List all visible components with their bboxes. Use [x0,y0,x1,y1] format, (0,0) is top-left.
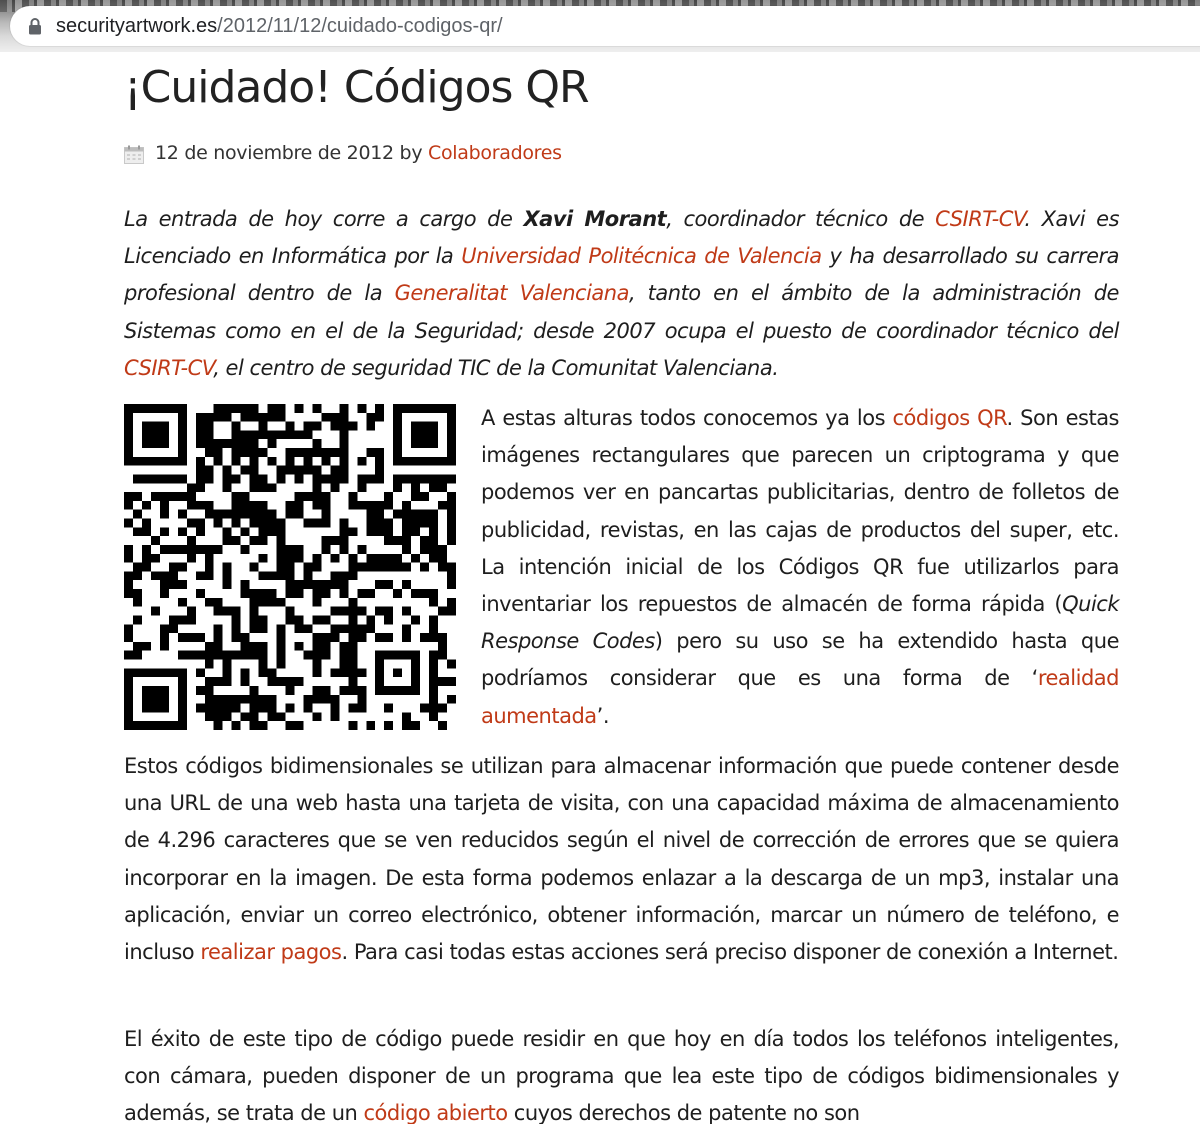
csirt-cv-link[interactable]: CSIRT-CV [935,207,1025,231]
para2-text-2: . Para casi todas estas acciones será preciso disponer de conexión a Internet. [341,940,1119,965]
author-name: Xavi Morant [523,207,667,231]
browser-toolbar [0,0,1200,52]
intro-text-3: . Xavi es Licenciado en Informática por la [124,207,1120,269]
para1-text-2: . Son estas imágenes rectangulares que parecen un criptograma y que podemos ver en pancartas publicitarias, dentro de folletos de publicidad, revistas, en las cajas de productos del super, etc. La intención inicial de los Códigos QR fue utilizarlos para inventariar los repuestos de almacén de forma rápida ( [481,406,1120,617]
intro-text-1: La entrada de hoy corre a cargo de [124,207,524,231]
capacity-paragraph [124,748,1119,971]
lock-icon[interactable] [28,17,42,35]
url-text[interactable] [56,15,503,38]
qr-codes-link[interactable]: códigos QR [892,406,1007,430]
upv-link[interactable]: Universidad Politécnica de Valencia [461,244,822,269]
para1-text-1: A estas alturas todos conocemos ya los [481,406,893,430]
intro-text-4: y ha desarrollado su carrera profesional dentro de la [124,244,1120,306]
payments-link[interactable]: realizar pagos [200,940,342,965]
para2-text-1: Estos códigos bidimensionales se utilizan para almacenar información que puede contener desde una URL de una web hasta una tarjeta de visita, con una capacidad máxima de almacenamiento de 4.296 caracteres que se ven reducidos según el nivel de corrección de errores que se quiera incorporar en la imagen. De esta forma podemos enlazar a la descarga de un mp3, instalar una aplicación, enviar un correo electrónico, obtener información, marcar un número de teléfono, e incluso [124,754,1119,965]
url-host: securityartwork.es [56,15,218,37]
para1-text-4: ’. [596,703,610,728]
augmented-reality-link[interactable]: realidad aumentada [481,666,1119,728]
url-path: /2012/11/12/cuidado-codigos-qr/ [217,15,503,37]
qr-code-image [124,404,456,730]
para1-text-3: ) pero su uso se ha extendido hasta que podríamos considerar que es una forma de ‘ [481,629,1119,691]
open-code-link[interactable]: código abierto [363,1101,508,1124]
para3-text-2: cuyos derechos de patente no son [507,1101,860,1124]
csirt-cv-link-2[interactable]: CSIRT-CV [124,355,214,380]
page-title: ¡Cuidado! Códigos QR [124,62,589,113]
author-link[interactable]: Colaboradores [428,142,562,164]
quick-response-term: Quick Response Codes [481,592,1119,654]
intro-text-5: , tanto en el ámbito de la administración de Sistemas como en el de la Seguridad; desde 2007 ocupa el puesto de coordinador técnico del [124,281,1119,343]
para3-text-1: El éxito de este tipo de código puede residir en que hoy en día todos los teléfonos inteligentes, con cámara, pueden disponer de un programa que lea este tipo de códigos bidimensionales y además, se trata de un [124,1027,1119,1124]
intro-paragraph [124,201,1119,387]
calendar-icon [124,145,144,164]
intro-text-6: , el centro de seguridad TIC de la Comunitat Valenciana. [213,355,779,380]
intro-text-2: , coordinador técnico de [666,207,936,231]
success-paragraph [124,1021,1119,1124]
qr-code-graphic [124,404,456,730]
generalitat-link[interactable]: Generalitat Valenciana [394,281,629,306]
post-date: 12 de noviembre de 2012 by [155,142,423,164]
qr-intro-paragraph [481,400,1119,735]
post-meta-text [155,142,562,164]
address-bar[interactable] [10,6,1200,46]
